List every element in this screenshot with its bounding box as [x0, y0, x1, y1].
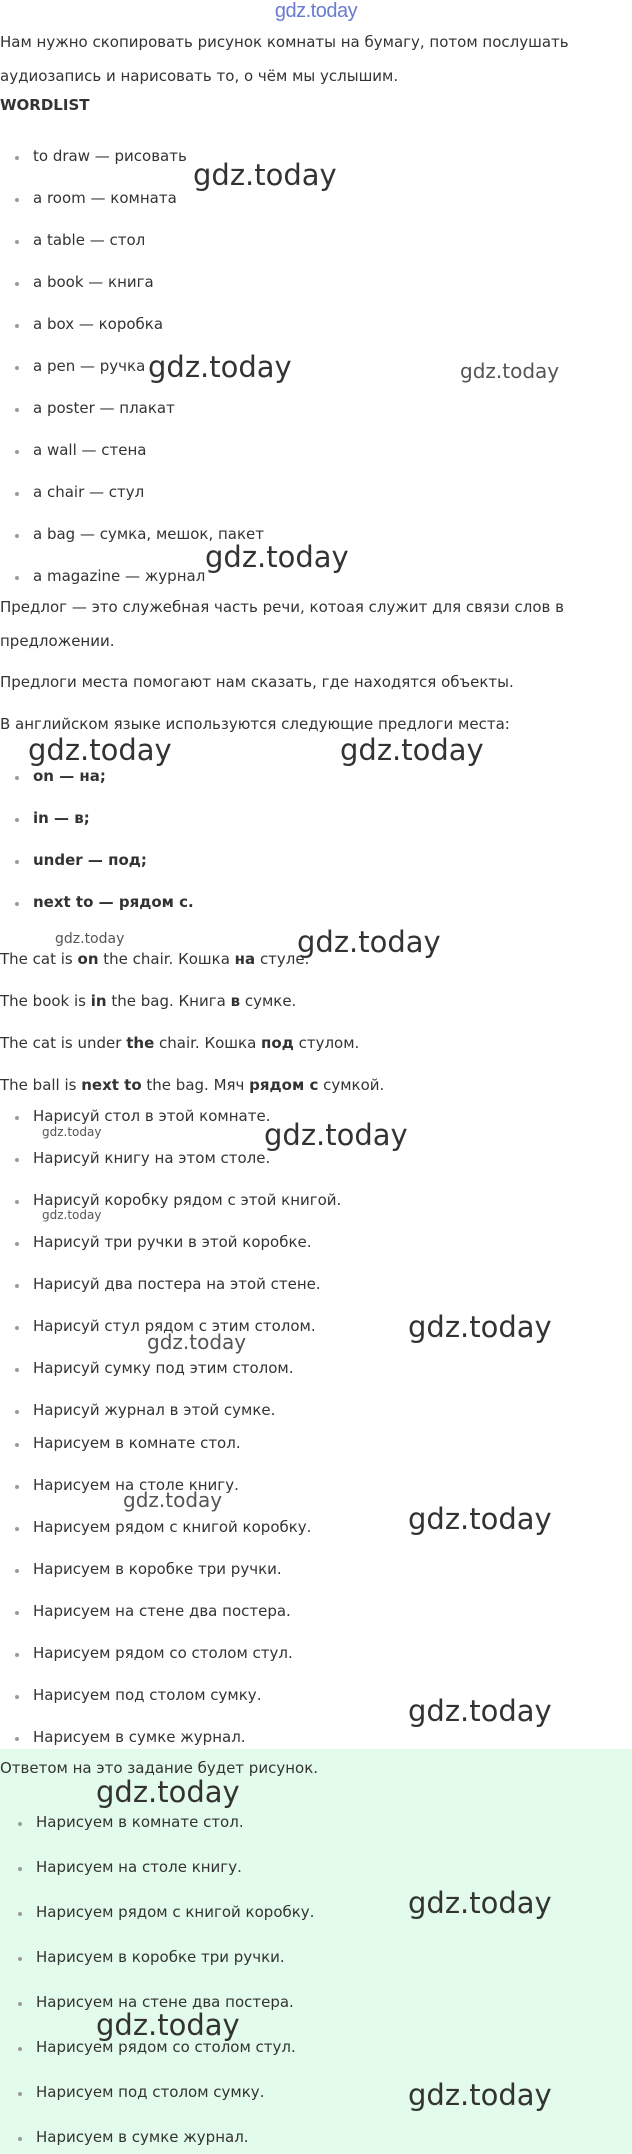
preposition-definition: Предлог — это служебная часть речи, котоая служит для связи слов в предложении.: [0, 598, 564, 650]
list-item: next to — рядом с.: [33, 893, 194, 911]
list-item: a chair — стул: [33, 483, 145, 501]
list-item: Нарисуем в коробке три ручки.: [36, 1948, 285, 1966]
list-item: Нарисуем рядом с книгой коробку.: [33, 1518, 312, 1536]
list-item: Нарисуй стул рядом с этим столом.: [33, 1317, 316, 1335]
list-item: in — в;: [33, 809, 90, 827]
watermark: gdz.today: [408, 2078, 552, 2112]
list-item: a book — книга: [33, 273, 154, 291]
wordlist-title: WORDLIST: [0, 96, 90, 114]
list-item: a pen — ручка: [33, 357, 146, 375]
list-item: Нарисуем на стене два постера.: [33, 1602, 291, 1620]
list-item: a poster — плакат: [33, 399, 175, 417]
watermark: gdz.today: [42, 1125, 102, 1139]
watermark: gdz.today: [264, 1118, 408, 1152]
list-item: under — под;: [33, 851, 147, 869]
list-item: Нарисуем рядом с книгой коробку.: [36, 1903, 315, 1921]
list-item: a wall — стена: [33, 441, 147, 459]
watermark: gdz.today: [205, 540, 349, 574]
watermark: gdz.today: [340, 733, 484, 767]
watermark: gdz.today: [96, 2008, 240, 2042]
watermark: gdz.today: [42, 1208, 102, 1222]
list-item: Нарисуем под столом сумку.: [33, 1686, 262, 1704]
watermark: gdz.today: [28, 733, 172, 767]
list-item: a room — комната: [33, 189, 177, 207]
watermark: gdz.today: [297, 925, 441, 959]
example-sentence: The book is in the bag. Книга в сумке.: [0, 992, 297, 1010]
list-item: Нарисуем в коробке три ручки.: [33, 1560, 282, 1578]
watermark: gdz.today: [148, 350, 292, 384]
example-sentence: The cat is on the chair. Кошка на стуле.: [0, 950, 310, 968]
list-item: Нарисуем на стене два постера.: [36, 1993, 294, 2011]
list-item: Нарисуй сумку под этим столом.: [33, 1359, 294, 1377]
intro-text: Нам нужно скопировать рисунок комнаты на бумагу, потом послушать аудиозапись и нарисовать то, о чём мы услышим.: [0, 33, 569, 85]
result-note: Ответом на это задание будет рисунок.: [0, 1759, 319, 1777]
list-item: Нарисуем в сумке журнал.: [36, 2128, 249, 2146]
list-item: Нарисуй три ручки в этой коробке.: [33, 1233, 312, 1251]
watermark: gdz.today: [147, 1330, 247, 1354]
watermark: gdz.today: [408, 1502, 552, 1536]
list-item: Нарисуем на столе книгу.: [33, 1476, 239, 1494]
list-item: Нарисуем на столе книгу.: [36, 1858, 242, 1876]
list-item: Нарисуй журнал в этой сумке.: [33, 1401, 276, 1419]
list-item: Нарисуй книгу на этом столе.: [33, 1149, 271, 1167]
list-item: Нарисуем в комнате стол.: [36, 1813, 244, 1831]
preposition-place-text: Предлоги места помогают нам сказать, где находятся объекты.: [0, 673, 514, 691]
example-sentence: The cat is under the chair. Кошка под стулом.: [0, 1034, 360, 1052]
list-item: Нарисуем рядом со столом стул.: [36, 2038, 296, 2056]
list-item: a bag — сумка, мешок, пакет: [33, 525, 265, 543]
list-item: Нарисуем в сумке журнал.: [33, 1728, 246, 1746]
list-item: Нарисуй стол в этой комнате.: [33, 1107, 271, 1125]
watermark: gdz.today: [408, 1886, 552, 1920]
list-item: a box — коробка: [33, 315, 164, 333]
list-item: Нарисуй два постера на этой стене.: [33, 1275, 321, 1293]
list-item: a magazine — журнал: [33, 567, 206, 585]
watermark: gdz.today: [408, 1694, 552, 1728]
list-item: to draw — рисовать: [33, 147, 187, 165]
list-item: Нарисуем под столом сумку.: [36, 2083, 265, 2101]
list-item: a table — стол: [33, 231, 146, 249]
list-item: on — на;: [33, 767, 106, 785]
preposition-intro: В английском языке используются следующие предлоги места:: [0, 715, 510, 733]
watermark: gdz.today: [408, 1310, 552, 1344]
list-item: Нарисуй коробку рядом с этой книгой.: [33, 1191, 342, 1209]
example-sentence: The ball is next to the bag. Мяч рядом с сумкой.: [0, 1076, 385, 1094]
watermark: gdz.today: [96, 1775, 240, 1809]
watermark: gdz.today: [460, 359, 560, 383]
list-item: Нарисуем в комнате стол.: [33, 1434, 241, 1452]
list-item: Нарисуем рядом со столом стул.: [33, 1644, 293, 1662]
watermark: gdz.today: [55, 931, 125, 947]
watermark: gdz.today: [123, 1488, 223, 1512]
site-logo[interactable]: gdz.today: [274, 0, 358, 22]
watermark: gdz.today: [193, 158, 337, 192]
